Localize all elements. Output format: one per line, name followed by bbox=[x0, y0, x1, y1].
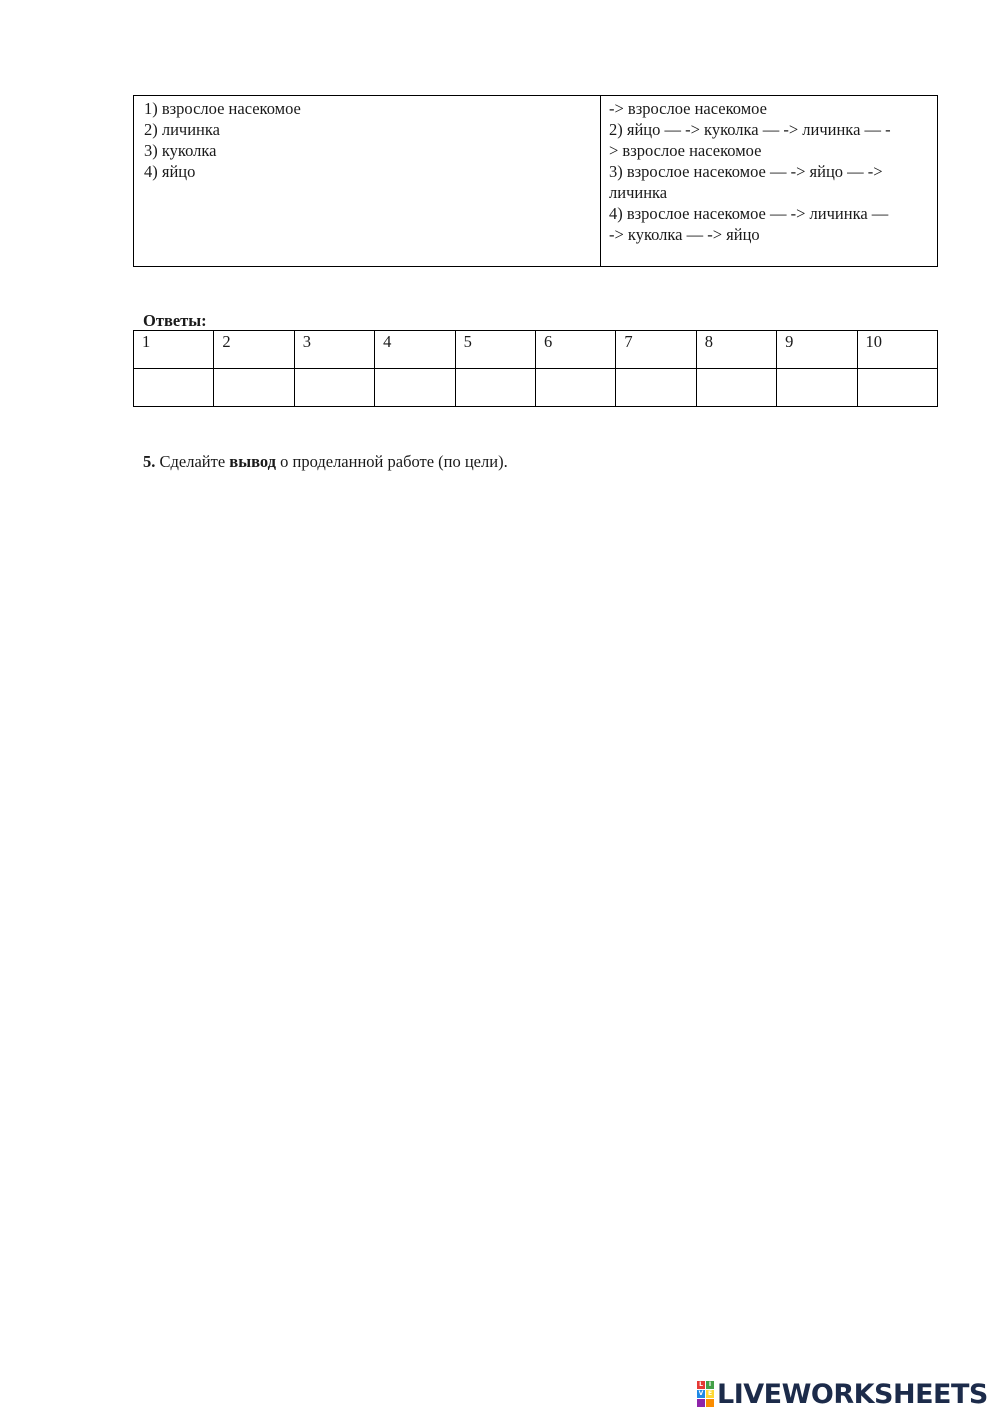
logo-mark-square: V bbox=[698, 1390, 704, 1397]
answer-cell-8[interactable] bbox=[696, 369, 776, 407]
task-bold-word: вывод bbox=[229, 452, 276, 471]
liveworksheets-logo bbox=[697, 1378, 988, 1410]
answers-label: Ответы: bbox=[143, 311, 207, 330]
right-option-line: 4) взрослое насекомое — -> личинка — bbox=[609, 204, 889, 223]
answer-cell-1[interactable] bbox=[134, 369, 214, 407]
logo-mark-icon bbox=[697, 1381, 714, 1407]
logo-text: LIVEWORKSHEETS bbox=[717, 1378, 988, 1410]
answer-column-number: 4 bbox=[375, 331, 455, 369]
answer-column-number: 7 bbox=[616, 331, 696, 369]
left-option: 3) куколка bbox=[144, 141, 217, 160]
left-option: 1) взрослое насекомое bbox=[144, 99, 301, 118]
left-option: 2) личинка bbox=[144, 120, 220, 139]
task-text-after: о проделанной работе (по цели). bbox=[280, 452, 508, 471]
answer-column-number: 9 bbox=[777, 331, 857, 369]
logo-mark-square: E bbox=[707, 1390, 713, 1397]
logo-mark-square: I bbox=[706, 1381, 714, 1389]
answers-input-row bbox=[134, 369, 938, 407]
left-options-cell bbox=[134, 96, 601, 266]
answers-header-row bbox=[134, 331, 938, 369]
answer-column-number: 8 bbox=[696, 331, 776, 369]
matching-table bbox=[133, 95, 938, 267]
right-option-line: -> куколка — -> яйцо bbox=[609, 225, 760, 244]
logo-mark-square: L bbox=[697, 1381, 705, 1389]
answer-column-number: 1 bbox=[134, 331, 214, 369]
right-option-line: -> взрослое насекомое bbox=[609, 99, 767, 118]
answer-cell-3[interactable] bbox=[294, 369, 374, 407]
task-number: 5. bbox=[143, 452, 156, 471]
answer-column-number: 2 bbox=[214, 331, 294, 369]
right-option-line: > взрослое насекомое bbox=[609, 141, 762, 160]
logo-mark-square bbox=[697, 1399, 705, 1407]
task-text-before: Сделайте bbox=[159, 452, 226, 471]
right-option-line: 2) яйцо — -> куколка — -> личинка — - bbox=[609, 120, 891, 139]
answer-column-number: 3 bbox=[294, 331, 374, 369]
right-option-line: 3) взрослое насекомое — -> яйцо — -> bbox=[609, 162, 883, 181]
task-5-instruction bbox=[143, 452, 508, 472]
answers-table bbox=[133, 330, 938, 407]
answer-column-number: 10 bbox=[857, 331, 937, 369]
answer-column-number: 6 bbox=[535, 331, 615, 369]
answer-cell-10[interactable] bbox=[857, 369, 937, 407]
answer-cell-9[interactable] bbox=[777, 369, 857, 407]
answer-cell-4[interactable] bbox=[375, 369, 455, 407]
logo-mark-square bbox=[706, 1399, 714, 1407]
answer-cell-7[interactable] bbox=[616, 369, 696, 407]
right-option-line: личинка bbox=[609, 183, 668, 202]
answer-cell-5[interactable] bbox=[455, 369, 535, 407]
answer-column-number: 5 bbox=[455, 331, 535, 369]
answer-cell-6[interactable] bbox=[535, 369, 615, 407]
answer-cell-2[interactable] bbox=[214, 369, 294, 407]
left-option: 4) яйцо bbox=[144, 162, 196, 181]
right-options-cell bbox=[601, 96, 937, 266]
